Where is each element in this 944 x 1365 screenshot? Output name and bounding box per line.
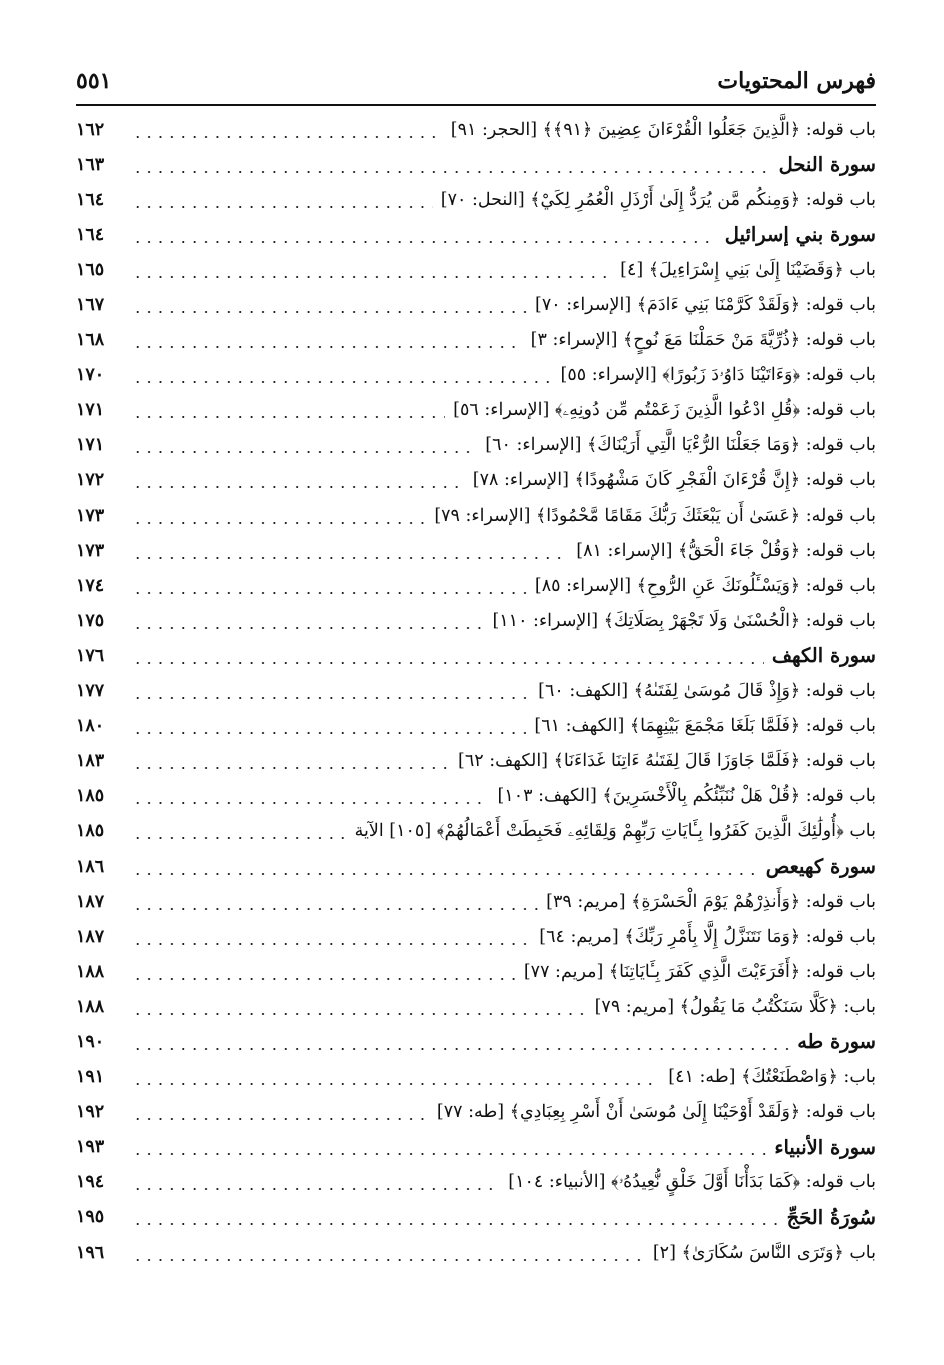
dot-leader (132, 522, 426, 524)
dot-leader (132, 1083, 660, 1085)
toc-entry (76, 393, 876, 428)
dot-leader (132, 1259, 645, 1261)
toc-entry (76, 709, 876, 744)
toc-entry (76, 1095, 876, 1130)
entry-page-number: ١٨٥ (76, 786, 105, 807)
toc-section-heading (76, 1200, 876, 1235)
entry-page-number: ١٧١ (76, 435, 105, 456)
dot-leader (132, 1153, 766, 1155)
dot-leader (132, 416, 445, 418)
dot-leader (132, 1223, 779, 1225)
dot-leader (132, 592, 527, 594)
entry-page-number: ١٨٣ (76, 751, 105, 772)
toc-entry (76, 463, 876, 498)
entry-title: باب قوله: ﴿إِنَّ قُرْءَانَ الْفَجْرِ كَانَ مَشْهُودًا﴾ [الإسراء: ٧٨] (472, 470, 876, 491)
toc-section-heading (76, 1024, 876, 1059)
dot-leader (132, 732, 526, 734)
section-title: سُورَةُ الحَجِّ (786, 1205, 876, 1229)
toc-entry (76, 287, 876, 322)
entry-page-number: ١٦٢ (76, 119, 105, 140)
entry-page-number: ١٨٨ (76, 961, 105, 982)
entry-page-number: ١٩٣ (76, 1137, 105, 1158)
entry-page-number: ١٨٧ (76, 891, 105, 912)
section-title: سورة الأنبياء (774, 1135, 876, 1159)
entry-title: باب قوله: ﴿أَفَرَءَيْتَ الَّذِي كَفَرَ بِـَٔايَاتِنَا﴾ [مريم: ٧٧] (523, 961, 876, 982)
dot-leader (132, 697, 530, 699)
toc-entry (76, 568, 876, 603)
toc-entry (76, 358, 876, 393)
dot-leader (132, 241, 717, 243)
toc-section-heading (76, 849, 876, 884)
entry-page-number: ١٨٥ (76, 821, 105, 842)
entry-title: باب ﴿وَقَضَيْنَا إِلَىٰ بَنِي إِسْرَاءِيلَ﴾ [٤] (620, 259, 876, 280)
dot-leader (132, 1118, 429, 1120)
dot-leader (132, 662, 764, 664)
toc-section-heading (76, 217, 876, 252)
dot-leader (132, 627, 484, 629)
entry-page-number: ١٨٠ (76, 716, 105, 737)
toc-entry (76, 744, 876, 779)
toc-entry (76, 603, 876, 638)
toc-entry (76, 498, 876, 533)
entry-page-number: ١٧٤ (76, 575, 105, 596)
entry-title: باب قوله: ﴿فَلَمَّا بَلَغَا مَجْمَعَ بَيْنِهِمَا﴾ [الكهف: ٦١] (534, 716, 876, 737)
toc-entry (76, 252, 876, 287)
entry-page-number: ١٨٦ (76, 856, 105, 877)
entry-title: باب قوله: ﴿وَقُلْ جَاءَ الْحَقُّ﴾ [الإسراء: ٨١] (576, 540, 876, 561)
dot-leader (132, 837, 347, 839)
dot-leader (132, 486, 465, 488)
toc-entry (76, 1235, 876, 1270)
entry-title: باب قوله: ﴿وَإِذْ قَالَ مُوسَىٰ لِفَتَىٰهُ﴾ [الكهف: ٦٠] (538, 681, 876, 702)
dot-leader (132, 206, 433, 208)
toc-section-heading (76, 638, 876, 673)
table-of-contents (76, 112, 876, 1270)
dot-leader (132, 767, 450, 769)
entry-title: باب قوله: ﴿وَءَاتَيْنَا دَاوُۥدَ زَبُورًا﴾ [الإسراء: ٥٥] (560, 365, 876, 386)
entry-page-number: ١٨٨ (76, 996, 105, 1017)
entry-title: باب قوله: ﴿وَمِنكُم مَّن يُرَدُّ إِلَىٰ أَرْذَلِ الْعُمُرِ لِكَيْ﴾ [النحل: ٧٠] (440, 189, 876, 210)
dot-leader (132, 1188, 500, 1190)
dot-leader (132, 802, 489, 804)
entry-title: باب قوله: ﴿وَأَنذِرْهُمْ يَوْمَ الْحَسْرَةِ﴾ [مريم: ٣٩] (546, 891, 876, 912)
entry-page-number: ١٧٣ (76, 505, 105, 526)
dot-leader (132, 276, 612, 278)
entry-title: باب قوله: ﴿وَيَسْـَٔلُونَكَ عَنِ الرُّوحِ﴾ [الإسراء: ٨٥] (534, 575, 876, 596)
dot-leader (132, 1048, 789, 1050)
dot-leader (132, 1013, 587, 1015)
entry-page-number: ١٩٦ (76, 1242, 105, 1263)
toc-entry (76, 323, 876, 358)
entry-title: باب قوله: ﴿قُلِ ادْعُوا الَّذِينَ زَعَمْتُم مِّن دُونِهِۦ﴾ [الإسراء: ٥٦] (453, 400, 876, 421)
toc-entry (76, 428, 876, 463)
dot-leader (132, 557, 568, 559)
header-divider (76, 104, 876, 106)
toc-entry (76, 954, 876, 989)
entry-page-number: ١٧٧ (76, 681, 105, 702)
page-title: فهرس المحتويات (717, 68, 876, 94)
section-title: سورة طه (797, 1030, 876, 1054)
page-header (76, 58, 876, 94)
section-title: سورة الكهف (771, 644, 876, 668)
toc-entry (76, 989, 876, 1024)
entry-page-number: ١٦٣ (76, 154, 105, 175)
entry-page-number: ١٨٧ (76, 926, 105, 947)
entry-title: باب قوله: ﴿الْحُسْنَىٰ وَلَا تَجْهَرْ بِصَلَاتِكَ﴾ [الإسراء: ١١٠] (492, 610, 876, 631)
toc-entry (76, 112, 876, 147)
entry-page-number: ١٧٠ (76, 365, 105, 386)
toc-entry (76, 884, 876, 919)
entry-title: باب: ﴿كَلَّا سَنَكْتُبُ مَا يَقُولُ﴾ [مريم: ٧٩] (594, 996, 876, 1017)
toc-entry (76, 674, 876, 709)
section-title: سورة كهيعص (765, 855, 876, 879)
toc-section-heading (76, 147, 876, 182)
entry-page-number: ١٧٣ (76, 540, 105, 561)
dot-leader (132, 908, 538, 910)
toc-entry (76, 814, 876, 849)
section-title: سورة بني إسرائيل (724, 223, 876, 247)
dot-leader (132, 346, 523, 348)
dot-leader (132, 136, 443, 138)
entry-title: باب قوله: ﴿وَلَقَدْ أَوْحَيْنَا إِلَىٰ مُوسَىٰ أَنْ أَسْرِ بِعِبَادِي﴾ [طه: ٧٧] (436, 1102, 876, 1123)
toc-entry (76, 1060, 876, 1095)
dot-leader (132, 381, 553, 383)
entry-page-number: ١٦٧ (76, 295, 105, 316)
entry-title: باب قوله: ﴿وَمَا جَعَلْنَا الرُّءْيَا الَّتِي أَرَيْنَاكَ﴾ [الإسراء: ٦٠] (485, 435, 876, 456)
entry-title: باب قوله: ﴿كَمَا بَدَأْنَا أَوَّلَ خَلْقٍ نُّعِيدُهُۥ﴾ [الأنبياء: ١٠٤] (508, 1172, 876, 1193)
section-title: سورة النحل (778, 153, 876, 177)
dot-leader (132, 978, 516, 980)
toc-entry (76, 919, 876, 954)
entry-page-number: ١٩١ (76, 1067, 105, 1088)
entry-title: باب قوله: ﴿وَمَا نَتَنَزَّلُ إِلَّا بِأَمْرِ رَبِّكَ﴾ [مريم: ٦٤] (539, 926, 876, 947)
entry-page-number: ١٩٤ (76, 1172, 105, 1193)
entry-title: باب قوله: ﴿فَلَمَّا جَاوَزَا قَالَ لِفَتَىٰهُ ءَاتِنَا غَدَاءَنَا﴾ [الكهف: ٦٢] (458, 751, 876, 772)
entry-page-number: ١٧٢ (76, 470, 105, 491)
dot-leader (132, 311, 527, 313)
entry-title: باب ﴿وَتَرَى النَّاسَ سُكَارَىٰ﴾ [٢] (652, 1242, 876, 1263)
entry-title: باب: ﴿وَاصْطَنَعْتُكَ﴾ [طه: ٤١] (668, 1067, 876, 1088)
dot-leader (132, 451, 477, 453)
entry-page-number: ١٧١ (76, 400, 105, 421)
page-number: ٥٥١ (76, 68, 112, 94)
entry-page-number: ١٧٦ (76, 645, 105, 666)
toc-entry (76, 1165, 876, 1200)
toc-entry (76, 182, 876, 217)
entry-title: باب قوله: ﴿ذُرِّيَّةَ مَنْ حَمَلْنَا مَعَ نُوحٍ﴾ [الإسراء: ٣] (530, 330, 876, 351)
dot-leader (132, 171, 771, 173)
entry-title: باب قوله: ﴿قُلْ هَلْ نُنَبِّئُكُم بِالْأَخْسَرِينَ﴾ [الكهف: ١٠٣] (497, 786, 876, 807)
entry-page-number: ١٩٠ (76, 1031, 105, 1052)
entry-page-number: ١٦٥ (76, 259, 105, 280)
entry-title: باب قوله: ﴿وَلَقَدْ كَرَّمْنَا بَنِي ءَادَمَ﴾ [الإسراء: ٧٠] (534, 295, 876, 316)
entry-page-number: ١٦٤ (76, 189, 105, 210)
entry-title: باب ﴿أُولَٰئِكَ الَّذِينَ كَفَرُوا بِـَٔايَاتِ رَبِّهِمْ وَلِقَائِهِۦ فَحَبِطَتْ أَعْمَالُهُمْ﴾ [١٠٥] الآية (354, 821, 876, 842)
dot-leader (132, 943, 531, 945)
entry-page-number: ١٩٥ (76, 1207, 105, 1228)
entry-title: باب قوله: ﴿عَسَىٰ أَن يَبْعَثَكَ رَبُّكَ مَقَامًا مَّحْمُودًا﴾ [الإسراء: ٧٩] (434, 505, 876, 526)
toc-entry (76, 533, 876, 568)
entry-title: باب قوله: ﴿الَّذِينَ جَعَلُوا الْقُرْءَانَ عِضِينَ ﴿٩١﴾﴾ [الحجر: ٩١] (450, 119, 876, 140)
entry-page-number: ١٧٥ (76, 610, 105, 631)
toc-section-heading (76, 1130, 876, 1165)
entry-page-number: ١٦٤ (76, 224, 105, 245)
entry-page-number: ١٦٨ (76, 330, 105, 351)
dot-leader (132, 873, 758, 875)
toc-entry (76, 779, 876, 814)
entry-page-number: ١٩٢ (76, 1102, 105, 1123)
